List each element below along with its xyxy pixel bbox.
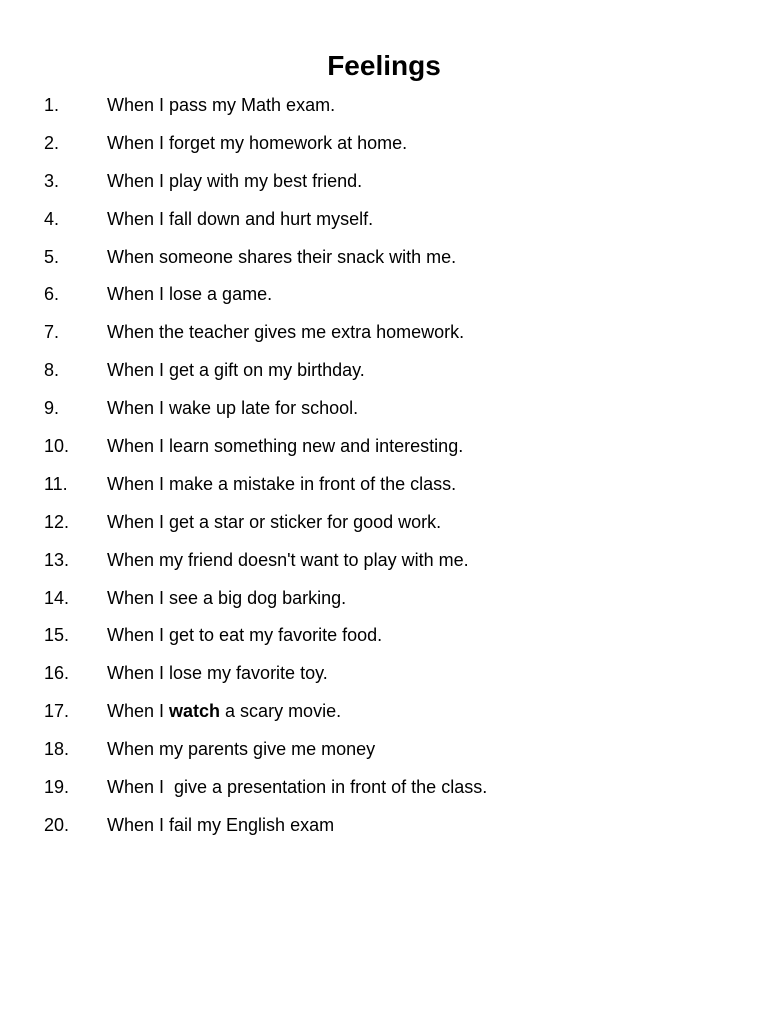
item-text: When I get to eat my favorite food. (107, 625, 383, 646)
list-item (0, 622, 768, 660)
list-item (0, 319, 768, 357)
item-number: 4. (44, 208, 60, 229)
list-item (0, 244, 768, 282)
item-number: 11. (44, 473, 68, 494)
item-number: 3. (44, 170, 60, 191)
list-item (0, 357, 768, 395)
list-item (0, 281, 768, 319)
item-text: When my friend doesn't want to play with me. (107, 549, 469, 570)
item-text: When I wake up late for school. (107, 398, 359, 419)
item-number: 12. (44, 511, 70, 532)
item-text (107, 698, 341, 724)
item-text: When I lose a game. (107, 284, 273, 305)
item-text: When I learn something new and interesting. (107, 436, 464, 457)
list-item (0, 433, 768, 471)
list-item (0, 471, 768, 509)
item-number: 18. (44, 739, 70, 760)
item-text: When someone shares their snack with me. (107, 246, 457, 267)
list-item (0, 585, 768, 623)
item-number: 8. (44, 360, 60, 381)
item-number: 20. (44, 814, 70, 835)
item-text: When I fall down and hurt myself. (107, 208, 374, 229)
list-item (0, 395, 768, 433)
item-text-before: When I (107, 701, 170, 722)
item-text: When I give a presentation in front of the class. (107, 777, 488, 798)
item-text: When I get a gift on my birthday. (107, 360, 365, 381)
item-text: When the teacher gives me extra homework. (107, 322, 465, 343)
list-item (0, 698, 768, 736)
item-number: 2. (44, 132, 60, 153)
item-text: When I fail my English exam (107, 814, 335, 835)
list-item (0, 206, 768, 244)
item-text: When I play with my best friend. (107, 170, 363, 191)
item-text: When I forget my homework at home. (107, 132, 408, 153)
list-item (0, 547, 768, 585)
list-item (0, 812, 768, 850)
item-text: When I make a mistake in front of the class. (107, 473, 457, 494)
item-number: 14. (44, 587, 70, 608)
item-number: 17. (44, 701, 70, 722)
item-text: When I see a big dog barking. (107, 587, 347, 608)
item-number: 13. (44, 549, 70, 570)
item-text-bold: watch (169, 701, 221, 722)
item-text-after: a scary movie. (220, 701, 342, 722)
item-number: 5. (44, 246, 60, 267)
item-number: 10. (44, 436, 70, 457)
item-number: 7. (44, 322, 60, 343)
list-item (0, 736, 768, 774)
item-number: 6. (44, 284, 60, 305)
list-item (0, 774, 768, 812)
feelings-list (0, 92, 768, 850)
item-text: When my parents give me money (107, 739, 376, 760)
item-text: When I pass my Math exam. (107, 95, 336, 115)
list-item (0, 509, 768, 547)
item-text: When I lose my favorite toy. (107, 663, 328, 684)
item-number: 19. (44, 777, 70, 798)
item-number: 9. (44, 398, 60, 419)
list-item (0, 130, 768, 168)
item-number: 15. (44, 625, 70, 646)
item-number: 16. (44, 663, 70, 684)
list-item (0, 92, 768, 130)
item-text: When I get a star or sticker for good work. (107, 511, 442, 532)
list-item (0, 168, 768, 206)
item-number: 1. (44, 95, 60, 115)
page-title: Feelings (327, 50, 441, 81)
list-item (0, 660, 768, 698)
